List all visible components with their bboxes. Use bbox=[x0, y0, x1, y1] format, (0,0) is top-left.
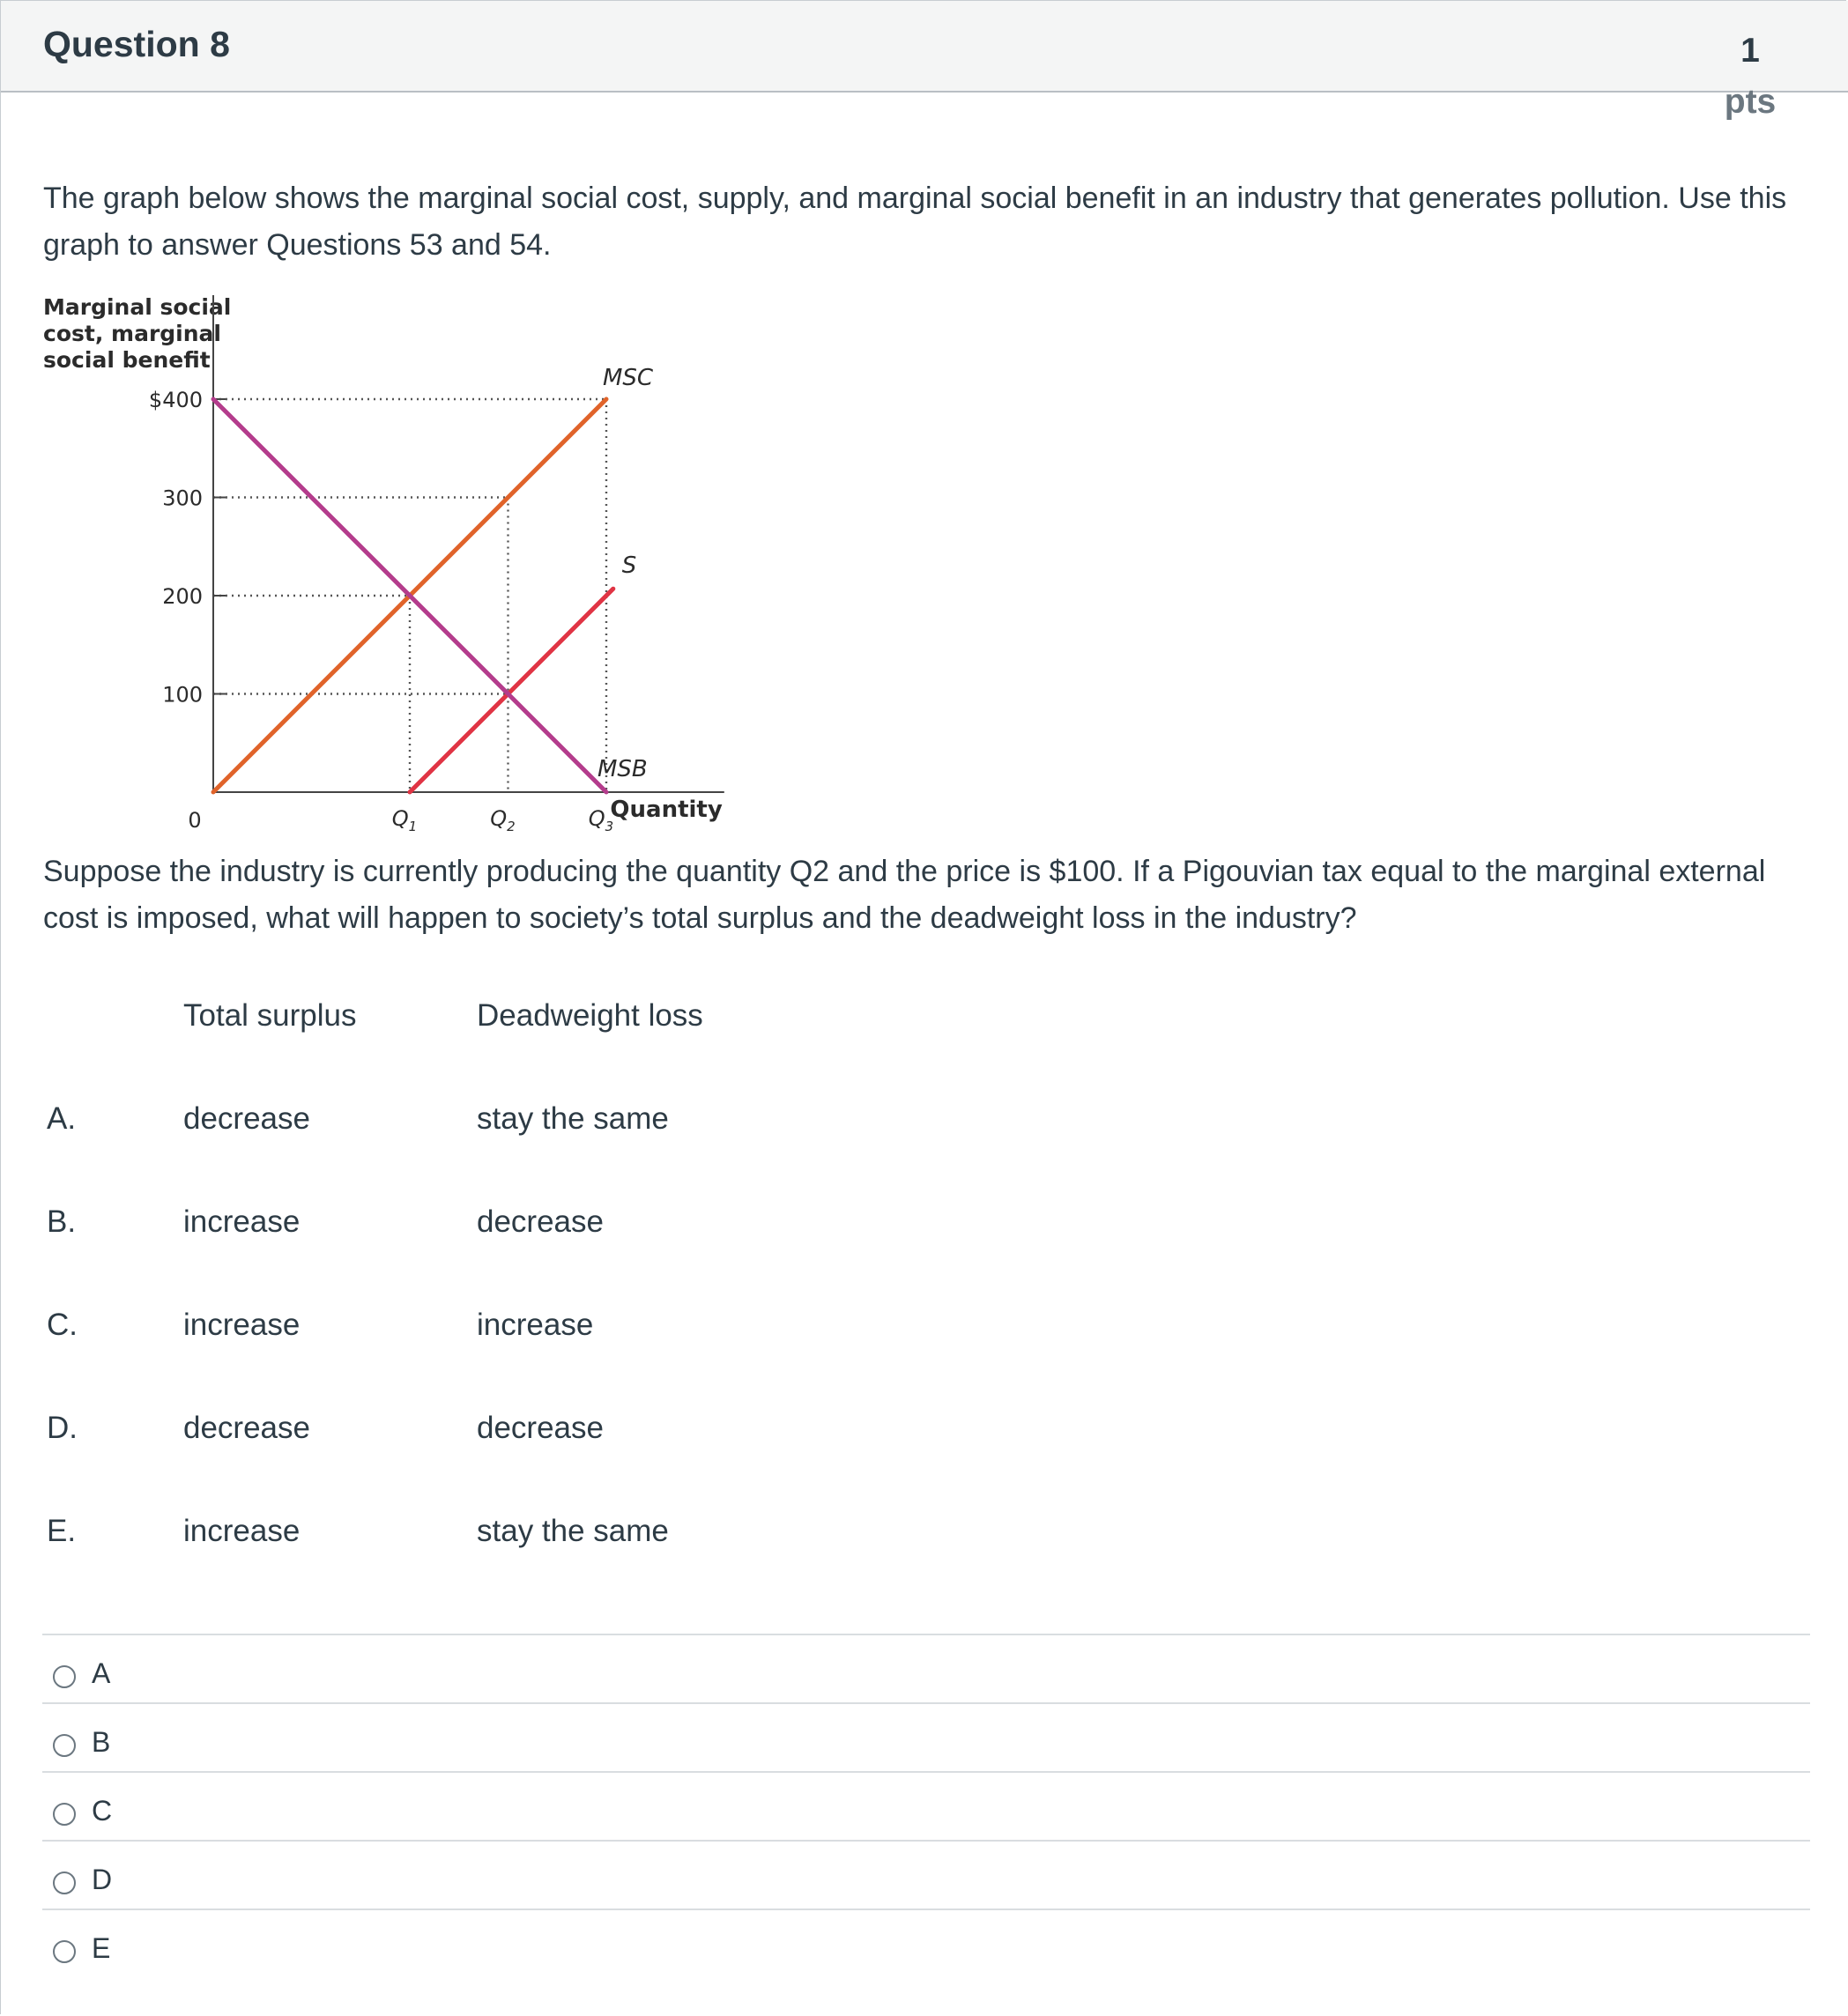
points-value: 1 bbox=[1740, 32, 1760, 70]
radio-button[interactable] bbox=[53, 1665, 76, 1688]
answer-label: E bbox=[92, 1932, 111, 1964]
points-unit: pts bbox=[1724, 83, 1777, 121]
row-deadweight-loss: decrease bbox=[477, 1411, 604, 1445]
series-label-msc: MSC bbox=[603, 365, 654, 391]
question-header bbox=[1, 1, 1848, 121]
question-prompt: Suppose the industry is currently producing the quantity Q2 and the price is $100. If a Pigouvian tax equal to the marginal external cost is imposed, what will happen to society’s total surplus and the deadweight loss in the industry? bbox=[43, 855, 1766, 935]
origin-label: 0 bbox=[188, 808, 202, 833]
y-tick-label: 100 bbox=[162, 682, 203, 708]
y-axis-title-line: social benefit bbox=[43, 347, 211, 373]
answer-label: D bbox=[92, 1864, 113, 1895]
row-deadweight-loss: stay the same bbox=[477, 1514, 669, 1548]
row-total-surplus: increase bbox=[183, 1514, 301, 1548]
answer-label: A bbox=[92, 1657, 111, 1689]
row-total-surplus: decrease bbox=[183, 1411, 310, 1445]
row-deadweight-loss: increase bbox=[477, 1308, 594, 1342]
series-label-s: S bbox=[621, 552, 637, 579]
x-tick-label: $Q_1$ bbox=[391, 806, 418, 833]
answer-option-d[interactable] bbox=[42, 1840, 1810, 1909]
row-letter: E. bbox=[47, 1514, 77, 1548]
y-tick-label: 300 bbox=[162, 485, 203, 511]
question-intro: The graph below shows the marginal social cost, supply, and marginal social benefit in an industry that generates pollution. Use this graph to answer Questions 53 and 54. bbox=[43, 182, 1787, 262]
question-points bbox=[1715, 26, 1785, 128]
header-deadweight-loss: Deadweight loss bbox=[477, 998, 703, 1033]
x-tick-label: $Q_3$ bbox=[588, 806, 614, 833]
radio-button[interactable] bbox=[53, 1871, 76, 1894]
row-letter: B. bbox=[47, 1204, 77, 1239]
row-total-surplus: decrease bbox=[183, 1101, 310, 1136]
answer-option-c[interactable] bbox=[42, 1771, 1810, 1840]
row-deadweight-loss: decrease bbox=[477, 1204, 604, 1239]
row-letter: D. bbox=[47, 1411, 78, 1445]
row-total-surplus: increase bbox=[183, 1308, 301, 1342]
radio-button[interactable] bbox=[53, 1734, 76, 1757]
radio-button[interactable] bbox=[53, 1803, 76, 1826]
answer-label: C bbox=[92, 1795, 113, 1827]
row-letter: C. bbox=[47, 1308, 78, 1342]
y-tick-label: $400 bbox=[148, 388, 203, 412]
y-tick-label: 200 bbox=[162, 584, 203, 609]
y-axis-title bbox=[43, 294, 231, 373]
x-tick-label: $Q_2$ bbox=[490, 806, 516, 833]
answer-option-a[interactable] bbox=[42, 1634, 1810, 1702]
answer-list bbox=[42, 1634, 1810, 1977]
answer-option-e[interactable] bbox=[42, 1909, 1810, 1977]
answer-label: B bbox=[92, 1726, 111, 1758]
externality-chart bbox=[40, 292, 736, 833]
y-axis-title-line: cost, marginal bbox=[43, 321, 221, 346]
row-total-surplus: increase bbox=[183, 1204, 301, 1239]
question-title: Question 8 bbox=[43, 24, 230, 64]
chart-svg bbox=[40, 292, 736, 833]
answer-option-b[interactable] bbox=[42, 1702, 1810, 1771]
y-axis-title-line: Marginal social bbox=[43, 294, 232, 320]
series-label-msb: MSB bbox=[597, 756, 648, 782]
row-deadweight-loss: stay the same bbox=[477, 1101, 669, 1136]
row-letter: A. bbox=[47, 1101, 77, 1136]
x-axis-title: Quantity bbox=[610, 797, 723, 823]
header-total-surplus: Total surplus bbox=[183, 998, 357, 1033]
radio-button[interactable] bbox=[53, 1940, 76, 1963]
